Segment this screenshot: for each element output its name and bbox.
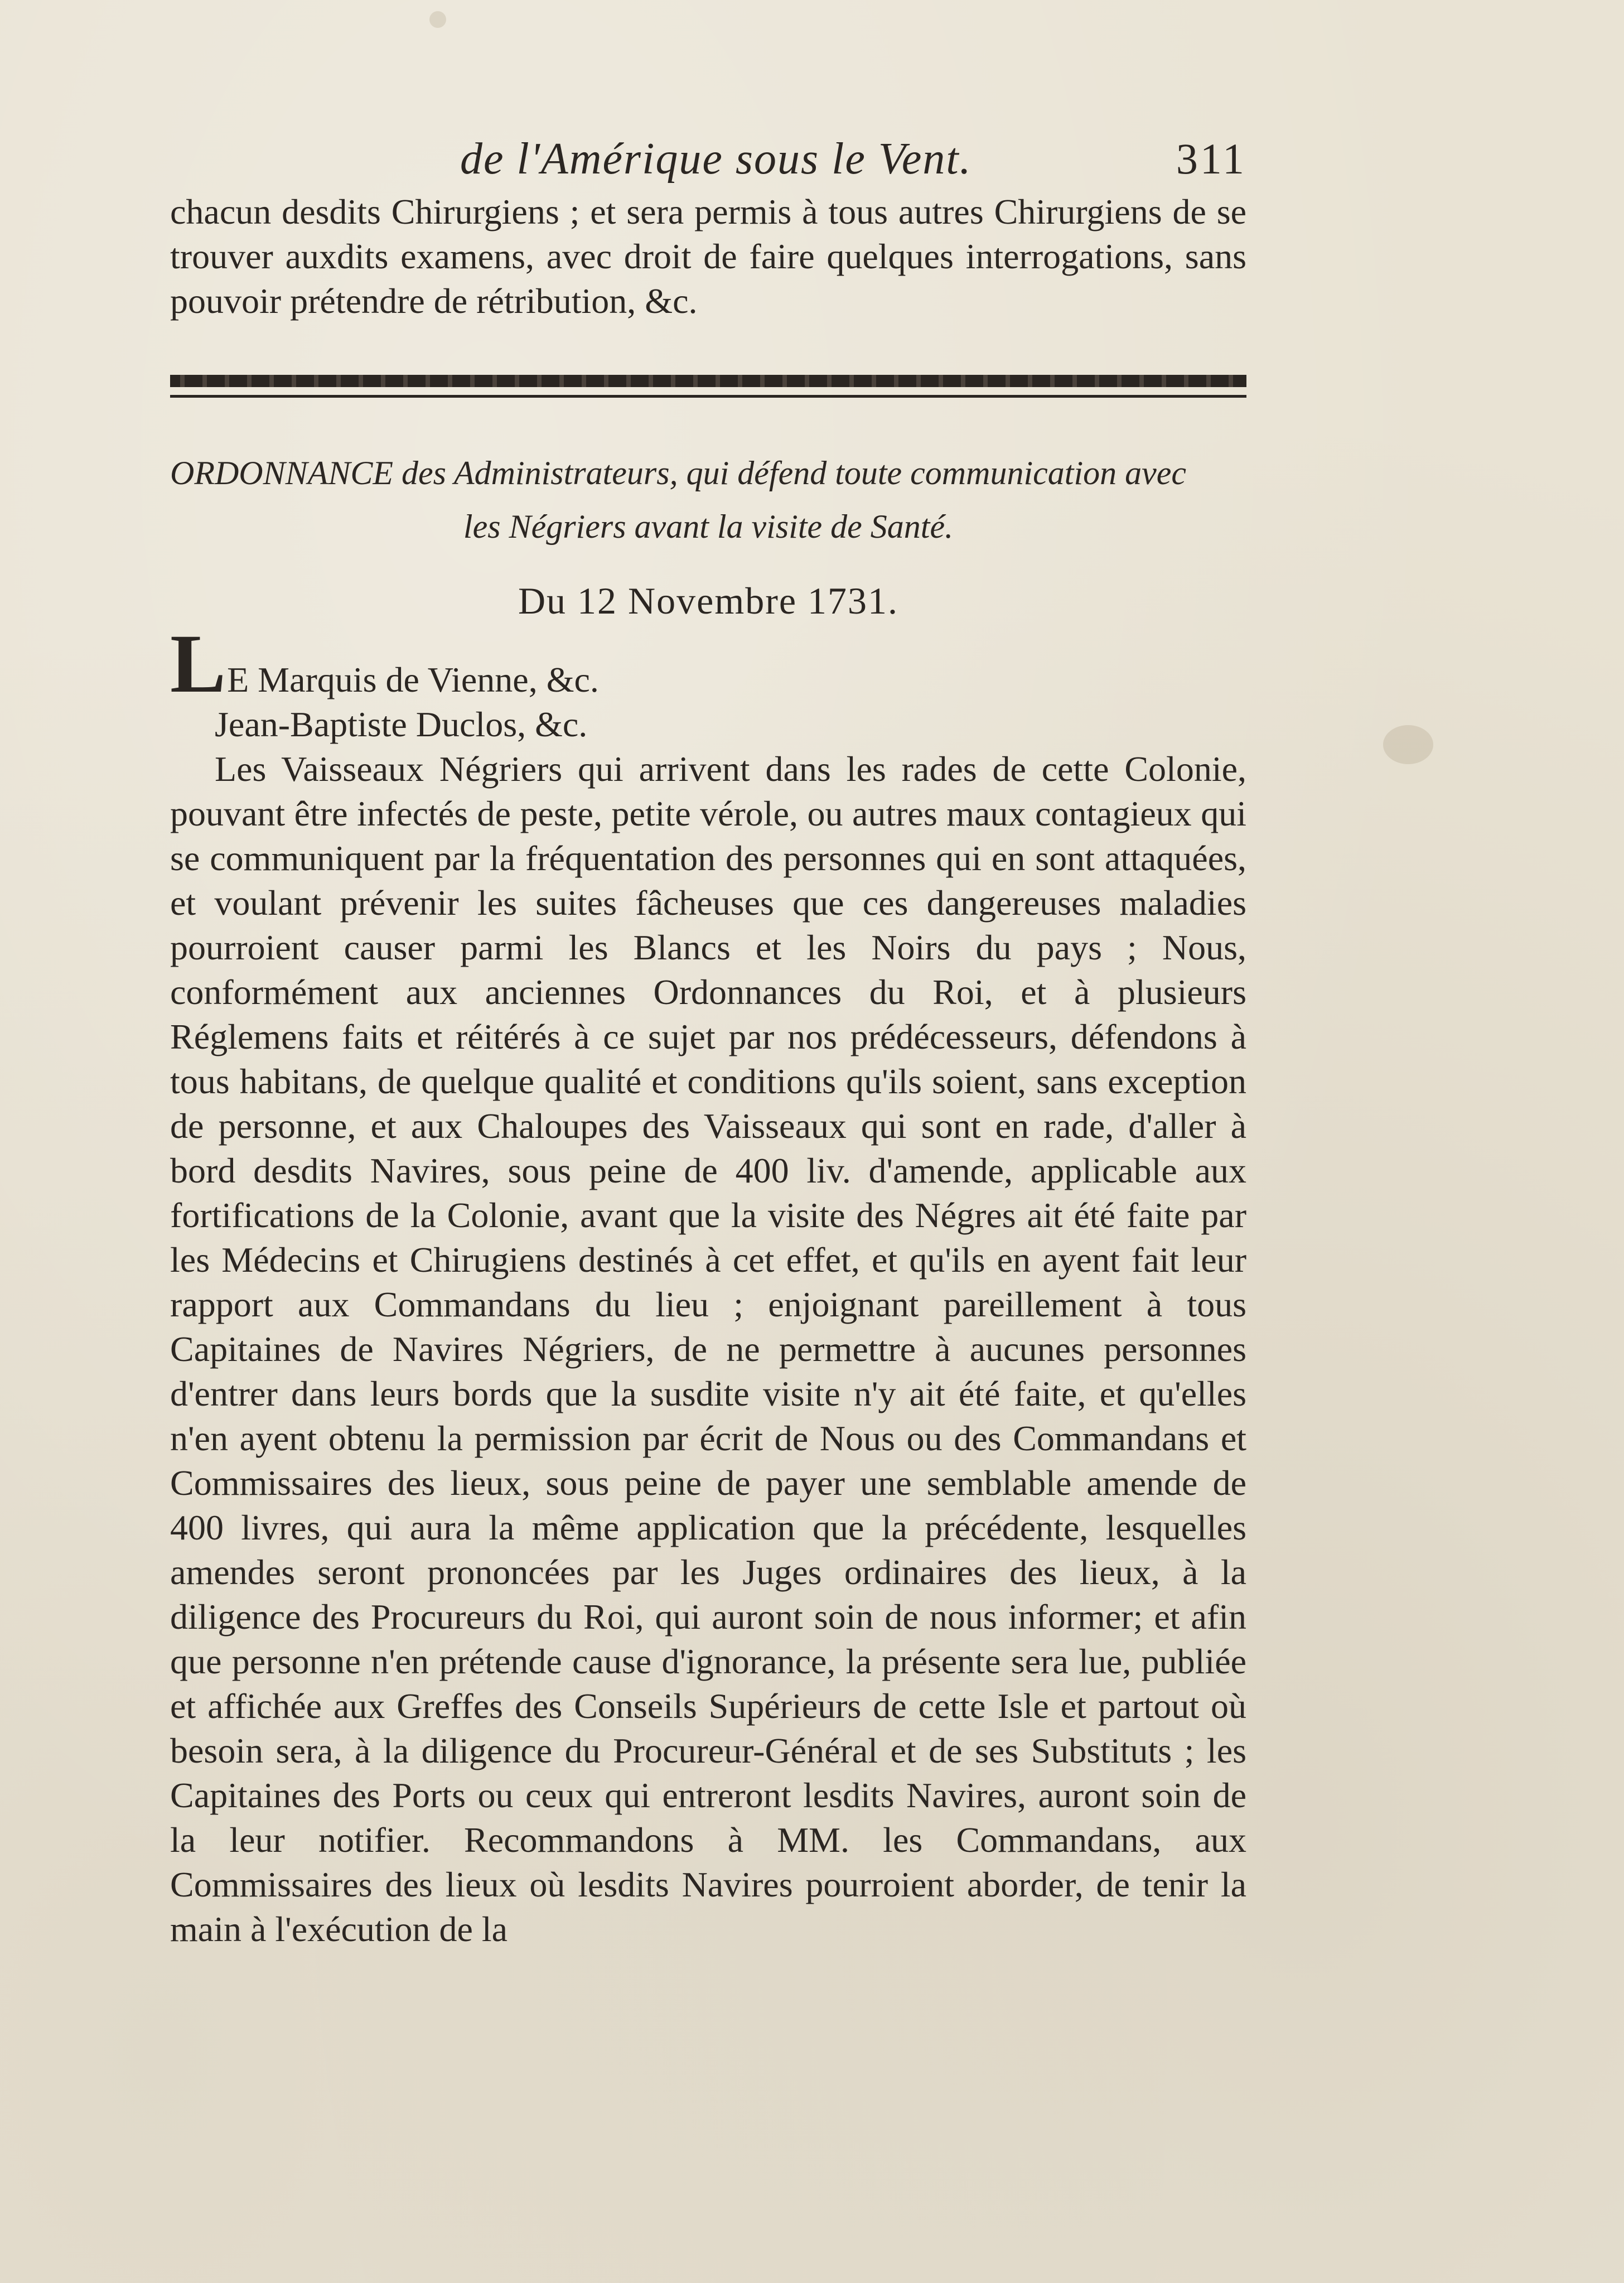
- running-head: [170, 128, 1246, 195]
- rule-thick: [170, 375, 1246, 387]
- ordinance-title-line1: ORDONNANCE des Administrateurs, qui défend toute communication avec: [170, 455, 1187, 491]
- section-rule: [170, 375, 1246, 402]
- paper-stain: [1383, 725, 1433, 764]
- ordinance-title-line2: les Négriers avant la visite de Santé.: [463, 508, 954, 545]
- ordinance-title: [170, 446, 1246, 553]
- drop-cap: L: [170, 617, 226, 710]
- intro-text: chacun desdits Chirurgiens ; et sera permis à tous autres Chirurgiens de se trouver auxdits examens, avec droit de faire quelques interrogations, sans pouvoir prétendre de rétribution, &c.: [170, 192, 1246, 321]
- ordinance-paragraph: Les Vaisseaux Négriers qui arrivent dans les rades de cette Colonie, pouvant être infectés de peste, petite vérole, ou autres maux contagieux qui se communiquent par la fréquentation des personnes qui en sont attaquées, et voulant prévenir les suites fâcheuses que ces dangereuses maladies pourroient causer parmi les Blancs et les Noirs du pays ; Nous, conformément aux anciennes Ordonnances du Roi, et à plusieurs Réglemens faits et réitérés à ce sujet par nos prédécesseurs, défendons à tous habitans, de quelque qualité et conditions qu'ils soient, sans exception de personne, et aux Chaloupes des Vaisseaux qui sont en rade, d'aller à bord desdits Navires, sous peine de 400 liv. d'amende, applicable aux fortifications de la Colonie, avant que la visite des Négres ait été faite par les Médecins et Chirugiens destinés à cet effet, et qu'ils en ayent fait leur rapport aux Commandans du lieu ; enjoignant pareillement à tous Capitaines de Navires Négriers, de ne permettre à aucunes personnes d'entrer dans leurs bords que la susdite visite n'y ait été faite, et qu'elles n'en ayent obtenu la permission par écrit de Nous ou des Commandans et Commissaires des lieux, sous peine de payer une semblable amende de 400 livres, qui aura la même application que la précédente, lesquelles amendes seront prononcées par les Juges ordinaires des lieux, à la diligence des Procureurs du Roi, qui auront soin de nous informer; et afin que personne n'en prétende cause d'ignorance, la présente sera lue, publiée et affichée aux Greffes des Conseils Supérieurs de cette Isle et partout où besoin sera, à la diligence du Procureur-Général et de ses Substituts ; les Capitaines des Ports ou ceux qui entreront lesdits Navires, auront soin de la leur notifier. Recommandons à MM. les Commandans, aux Commissaires des lieux où lesdits Navires pourroient aborder, de tenir la main à l'exécution de la: [170, 749, 1246, 1949]
- ordinance-body: [170, 617, 1246, 1952]
- running-title: de l'Amérique sous le Vent.: [460, 134, 972, 184]
- salutation-1-text: E Marquis de Vienne, &c.: [227, 660, 599, 699]
- intro-paragraph: [170, 190, 1246, 324]
- ordinance-date: Du 12 Novembre 1731.: [518, 580, 899, 622]
- salutation-2: Jean-Baptiste Duclos, &c.: [215, 704, 588, 744]
- rule-thin: [170, 395, 1246, 398]
- paper-stain: [429, 11, 446, 28]
- page-number: 311: [1176, 134, 1246, 183]
- salutation-1: [170, 617, 1246, 710]
